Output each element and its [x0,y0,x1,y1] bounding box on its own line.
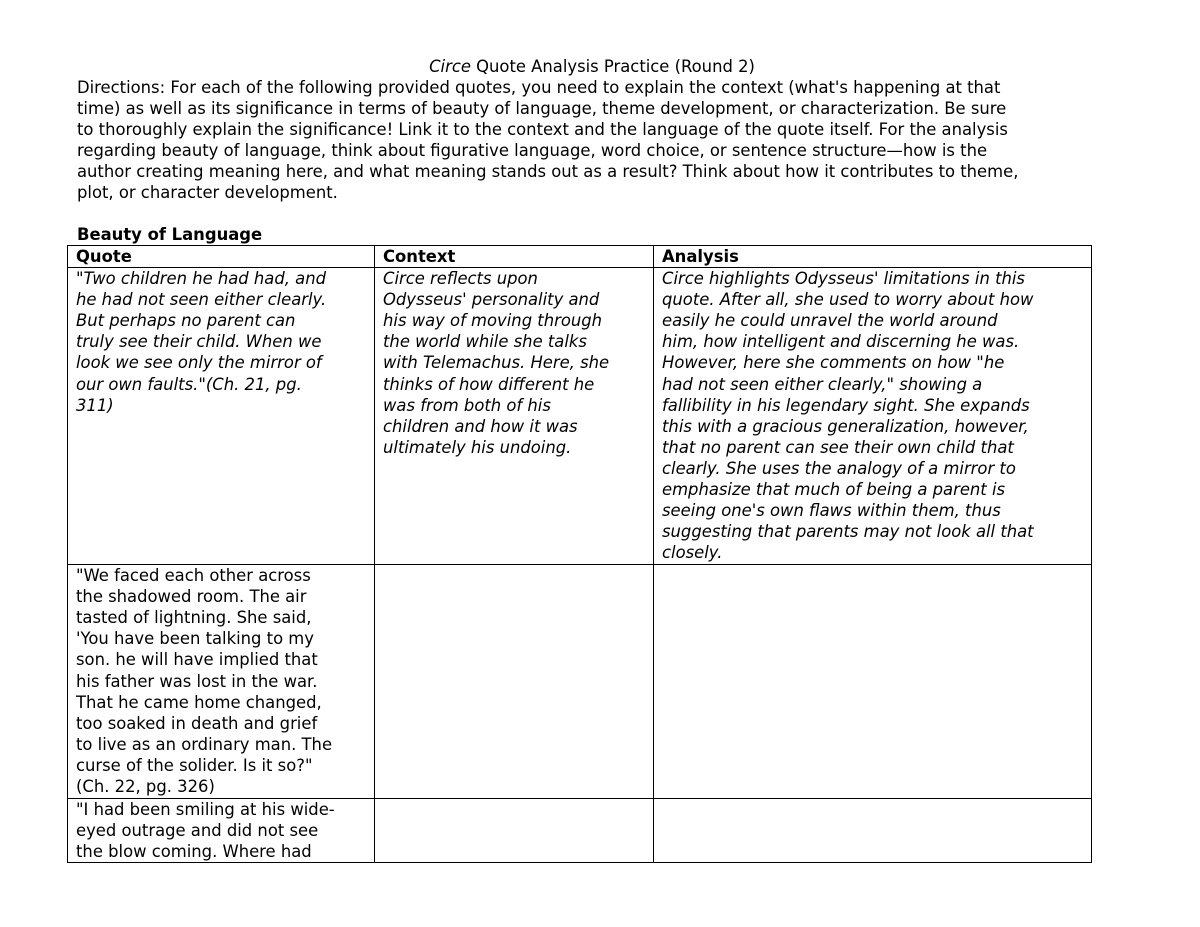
directions-paragraph: Directions: For each of the following provided quotes, you need to explain the context (what's happening at that time) as well as its significance in terms of beauty of language, theme development, or characterization. Be sure to thoroughly explain the significance! Link it to the context and the language of the quote itself. For the analysis regarding beauty of language, think about figurative language, word choice, or sentence structure—how is the author creating meaning here, and what meaning stands out as a result? Think about how it contributes to theme, plot, or character development. [77,78,1019,202]
quote-cell: "Two children he had had, and he had not seen either clearly. But perhaps no parent can truly see their child. When we look we see only the mirror of our own faults."(Ch. 21, pg. 311) [68,268,375,565]
table-row [68,268,1092,565]
context-cell[interactable] [375,565,654,799]
analysis-cell[interactable] [654,799,1092,863]
analysis-cell: Circe highlights Odysseus' limitations in this quote. After all, she used to worry about how easily he could unravel the world around him, how intelligent and discerning he was. However, here she comments on how "he had not seen either clearly," showing a fallibility in his legendary sight. She expands this with a gracious generalization, however, that no parent can see their own child that clearly. She uses the analogy of a mirror to emphasize that much of being a parent is seeing one's own flaws within them, thus suggesting that parents may not look all that closely. [654,268,1092,565]
analysis-cell[interactable] [654,565,1092,799]
title-rest: Quote Analysis Practice (Round 2) [470,57,755,76]
quote-analysis-table [67,245,1092,863]
header-analysis: Analysis [654,246,1092,268]
quote-cell: "We faced each other across the shadowed room. The air tasted of lightning. She said, 'You have been talking to my son. he will have implied that his father was lost in the war. That he came home changed, too soaked in death and grief to live as an ordinary man. The curse of the solider. Is it so?" (Ch. 22, pg. 326) [68,565,375,799]
header-context: Context [375,246,654,268]
section-heading: Beauty of Language [77,225,263,244]
table-header-row [68,246,1092,268]
header-quote: Quote [68,246,375,268]
table-row [68,565,1092,799]
document-page [77,56,1127,245]
quote-cell: "I had been smiling at his wide- eyed outrage and did not see the blow coming. Where had [68,799,375,863]
table-row [68,799,1092,863]
document-title [77,56,1127,77]
context-cell[interactable] [375,799,654,863]
context-cell: Circe reflects upon Odysseus' personality and his way of moving through the world while she talks with Telemachus. Here, she thinks of how different he was from both of his children and how it was ultimately his undoing. [375,268,654,565]
title-book-name: Circe [429,57,471,76]
